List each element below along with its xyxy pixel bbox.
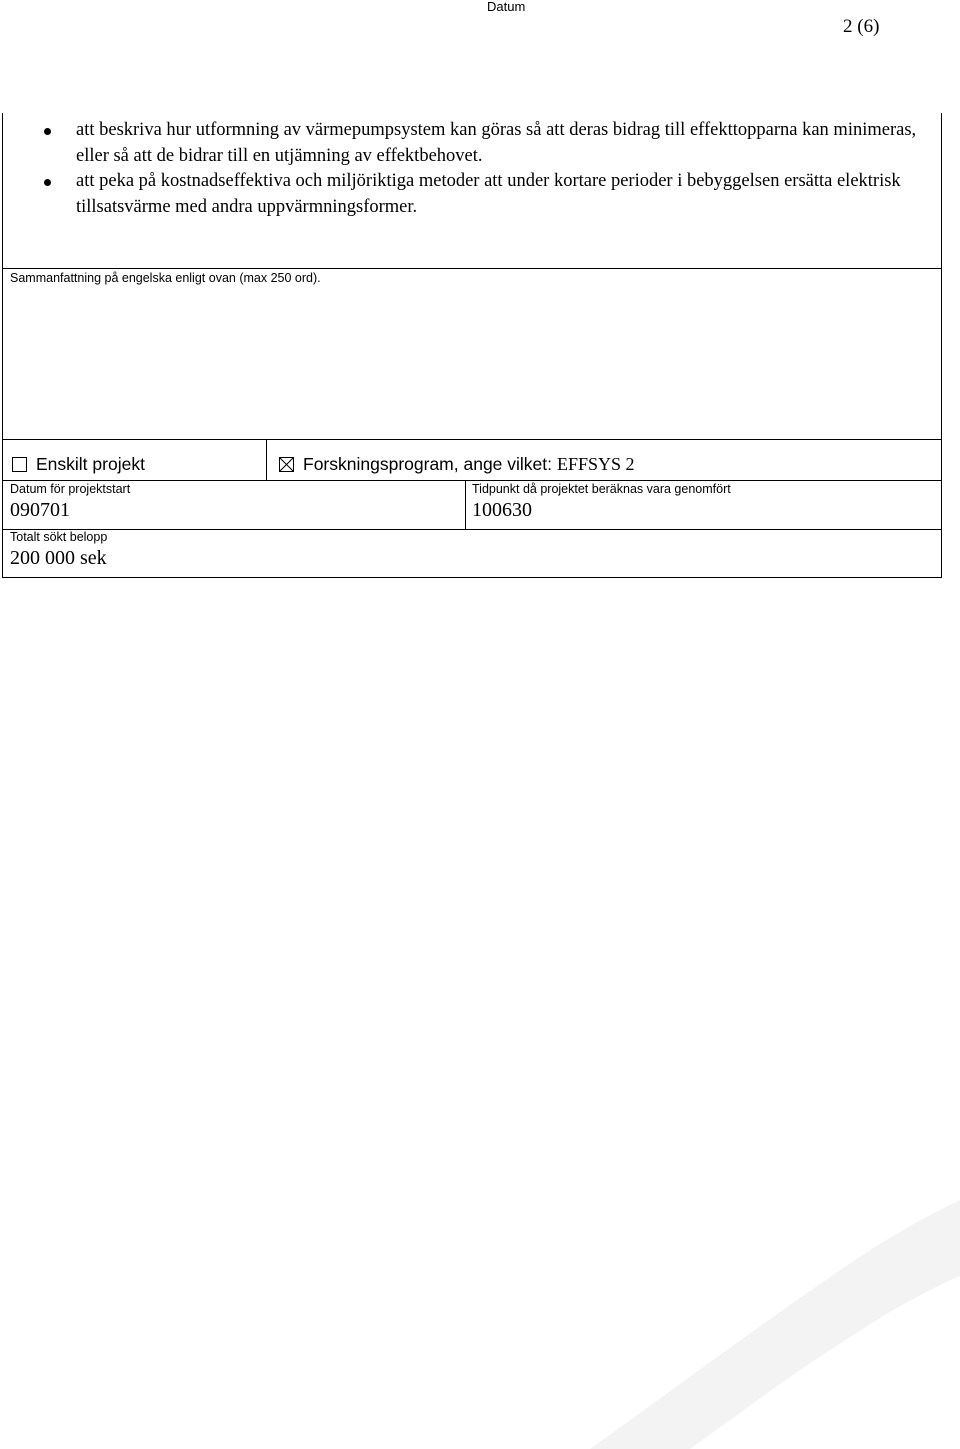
divider [3, 439, 941, 440]
header-datum-label: Datum [487, 0, 526, 14]
objectives-list [3, 118, 941, 220]
divider [465, 480, 466, 529]
total-amount-value[interactable]: 200 000 sek [10, 547, 107, 569]
page-number: 2 (6) [843, 16, 880, 37]
list-item [3, 118, 941, 169]
bullet-icon [44, 128, 51, 135]
research-program-label: Forskningsprogram, ange vilket: [303, 454, 552, 474]
divider [3, 529, 941, 530]
divider [266, 439, 267, 480]
list-item [3, 169, 941, 220]
individual-project-option[interactable] [12, 454, 145, 474]
summary-label: Sammanfattning på engelska enligt ovan (max 250 ord). [10, 271, 321, 285]
bullet-text: att peka på kostnadseffektiva och miljöriktiga metoder att under kortare perioder i bebyggelsen ersätta elektrisk tillsatsvärme med andra uppvärmningsformer. [76, 171, 901, 217]
project-start-value[interactable]: 090701 [10, 499, 70, 521]
divider [3, 480, 941, 481]
project-start-label: Datum för projektstart [10, 482, 131, 496]
summary-text-area[interactable] [3, 288, 941, 439]
individual-project-label: Enskilt projekt [36, 454, 145, 474]
application-form [2, 113, 942, 578]
research-program-checkbox[interactable] [279, 457, 294, 472]
research-program-option[interactable] [279, 454, 635, 474]
research-program-value: EFFSYS 2 [557, 454, 635, 474]
individual-project-checkbox[interactable] [12, 457, 27, 472]
divider [3, 268, 941, 269]
project-end-value[interactable]: 100630 [472, 499, 532, 521]
total-amount-label: Totalt sökt belopp [10, 530, 108, 544]
bullet-text: att beskriva hur utformning av värmepumpsystem kan göras så att deras bidrag till effekttopparna kan minimeras, eller så att de bidrar till en utjämning av effektbehovet. [76, 120, 917, 166]
project-end-label: Tidpunkt då projektet beräknas vara genomfört [472, 482, 731, 496]
bullet-icon [44, 179, 51, 186]
checkbox-cross-icon [280, 458, 293, 471]
